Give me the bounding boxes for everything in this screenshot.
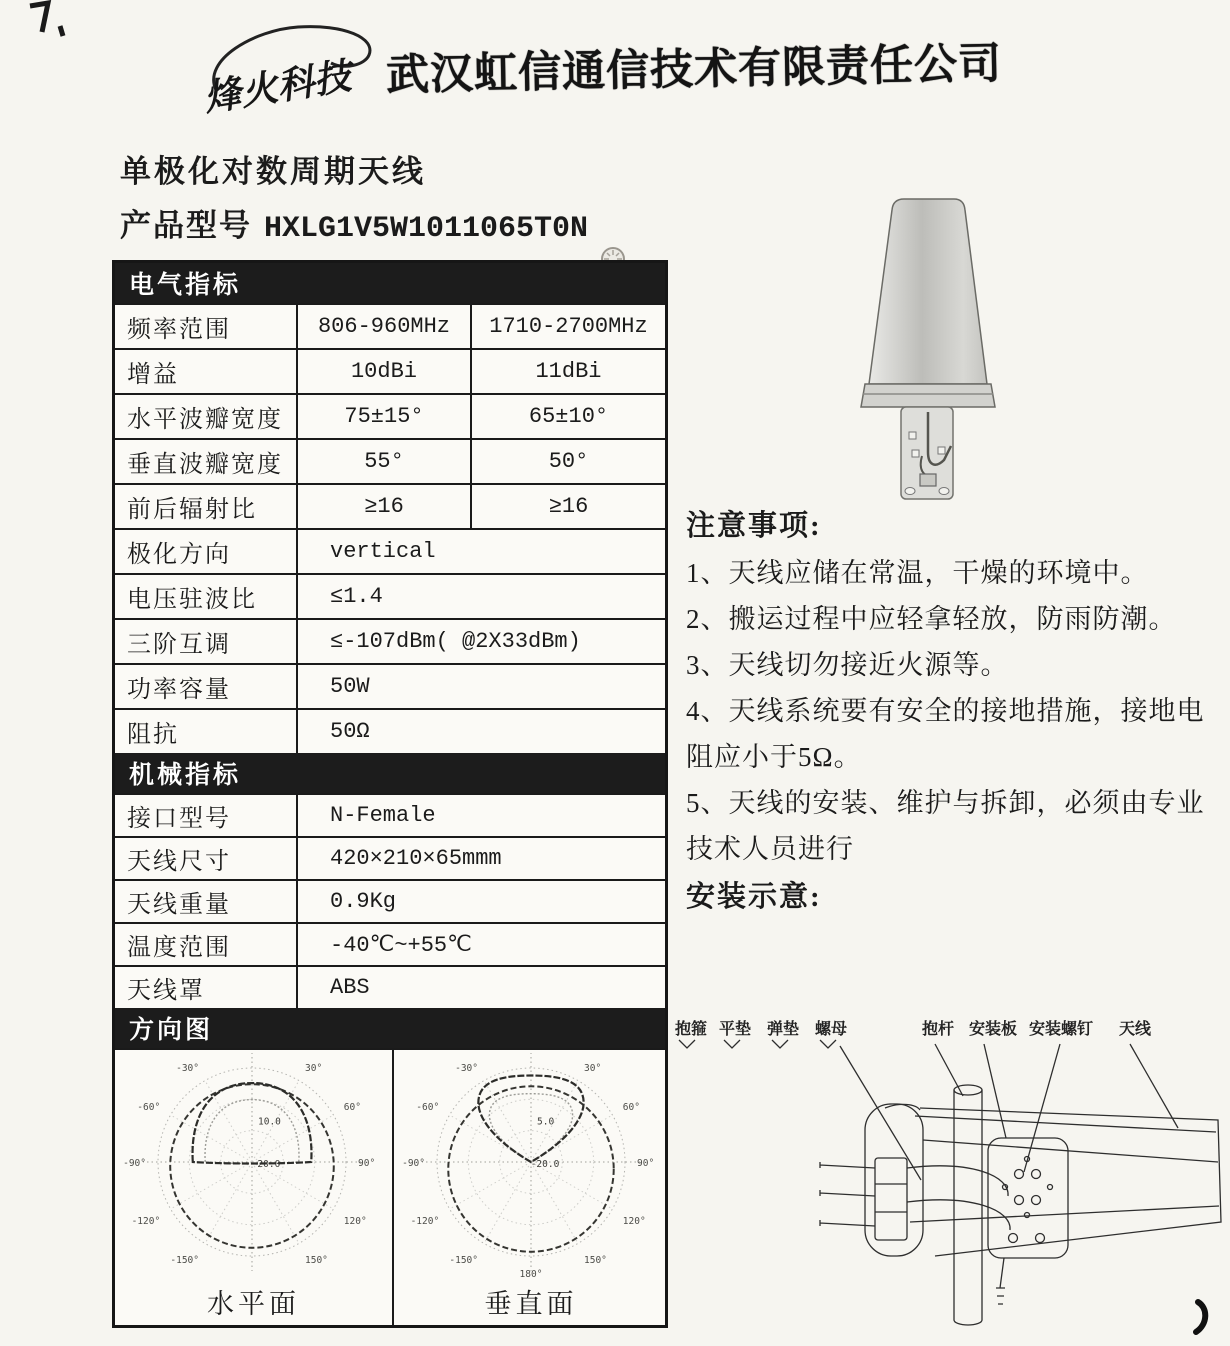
angle-label: 30° (305, 1063, 323, 1075)
angle-label: -150° (170, 1254, 199, 1266)
row-label: 极化方向 (127, 542, 231, 568)
row-label: 三阶互调 (127, 632, 231, 658)
radome-base-flange (861, 384, 995, 407)
row-label: 温度范围 (127, 935, 231, 961)
row-label: 阻抗 (127, 722, 179, 748)
angle-label: 120° (343, 1216, 367, 1227)
note-item: 3、天线切勿接近火源等。 (686, 650, 1009, 680)
note-item: 2、搬运过程中应轻拿轻放，防雨防潮。 (686, 604, 1177, 634)
row-label: 功率容量 (127, 677, 231, 703)
section-banner: 方向图 (115, 1008, 665, 1048)
part-label: 安装螺钉 (1029, 1021, 1094, 1038)
part-label: 抱杆 (922, 1021, 955, 1038)
row-value: 806-960MHz (296, 305, 470, 348)
ring-label: -20.0 (251, 1159, 281, 1170)
table-row (115, 793, 665, 836)
row-value: 0.9Kg (296, 881, 665, 922)
part-label: 螺母 (815, 1021, 848, 1038)
vertical-plane-cell (392, 1050, 668, 1325)
angle-label: 150° (584, 1254, 607, 1266)
angle-label: 90° (358, 1158, 376, 1169)
polar-plot-horizontal (115, 1050, 389, 1284)
row-label: 增益 (127, 362, 179, 388)
row-value: 75±15° (296, 395, 470, 438)
logo-text: 烽火科技 (201, 56, 354, 118)
table-row (115, 348, 665, 393)
part-label: 天线 (1119, 1021, 1152, 1038)
ring-label: 5.0 (537, 1116, 555, 1128)
row-label: 天线重量 (127, 892, 231, 918)
angle-label: -90° (123, 1158, 146, 1169)
note-item: 5、天线的安装、维护与拆卸，必须由专业技术人员进行 (686, 788, 1205, 864)
table-row (115, 663, 665, 708)
row-value: ABS (296, 967, 665, 1008)
table-row (115, 618, 665, 663)
note-item: 1、天线应储在常温，干燥的环境中。 (686, 558, 1149, 588)
product-title: 单极化对数周期天线 (120, 154, 426, 189)
radome (869, 199, 987, 384)
table-row (115, 483, 665, 528)
row-label: 频率范围 (127, 317, 231, 343)
angle-label: 30° (584, 1063, 602, 1075)
angle-label: 150° (305, 1254, 328, 1266)
polar-plot-vertical (394, 1050, 668, 1284)
table-row (115, 438, 665, 483)
angle-label: 90° (637, 1158, 655, 1169)
part-label: 平垫 (719, 1021, 752, 1038)
row-value: 55° (296, 440, 470, 483)
antenna-product-photo (838, 186, 1043, 511)
table-row (115, 879, 665, 922)
plot-caption: 垂直面 (484, 1289, 578, 1319)
part-label: 弹垫 (767, 1021, 800, 1038)
spec-table (112, 260, 668, 1328)
row-value: 50Ω (296, 710, 665, 753)
row-value: 1710-2700MHz (470, 305, 665, 348)
table-row (115, 708, 665, 753)
row-value: -40℃~+55℃ (296, 924, 665, 965)
row-value: 65±10° (470, 395, 665, 438)
note-item: 4、天线系统要有安全的接地措施，接地电阻应小于5Ω。 (686, 696, 1205, 772)
company-name: 武汉虹信通信技术有限责任公司 (385, 39, 1003, 100)
ring-label: -20.0 (530, 1159, 560, 1170)
angle-label: -30° (455, 1063, 478, 1075)
row-value: N-Female (296, 795, 665, 836)
install-diagram (672, 1016, 1230, 1342)
row-value: ≥16 (296, 485, 470, 528)
spec-table-sections (115, 263, 665, 1048)
table-row (115, 965, 665, 1008)
horizontal-plane-cell (115, 1050, 392, 1325)
notes-heading: 注意事项: (686, 510, 822, 542)
angle-label: 180° (519, 1269, 543, 1280)
part-label: 安装板 (969, 1021, 1018, 1038)
row-label: 电压驻波比 (127, 587, 257, 613)
angle-label: 120° (622, 1216, 646, 1227)
angle-label: -120° (410, 1216, 440, 1227)
direction-plots-row (115, 1048, 665, 1325)
table-row (115, 836, 665, 879)
angle-label: -90° (402, 1158, 425, 1169)
notes-section (686, 502, 1226, 922)
table-row (115, 922, 665, 965)
row-value: vertical (296, 530, 665, 573)
row-value: ≥16 (470, 485, 665, 528)
angle-label: -60° (416, 1102, 440, 1113)
angle-label: 60° (622, 1102, 640, 1113)
row-label: 水平波瓣宽度 (127, 407, 283, 433)
row-label: 天线尺寸 (127, 849, 231, 875)
section-banner: 机械指标 (115, 753, 665, 793)
product-model-line (120, 200, 588, 246)
table-row (115, 528, 665, 573)
model-label: 产品型号 (120, 208, 252, 243)
row-value: 10dBi (296, 350, 470, 393)
table-row (115, 573, 665, 618)
angle-label: -60° (137, 1102, 161, 1113)
row-value: 11dBi (470, 350, 665, 393)
plot-caption: 水平面 (207, 1289, 300, 1319)
ring-label: 10.0 (258, 1116, 281, 1128)
section-banner: 电气指标 (115, 263, 665, 303)
row-label: 天线罩 (127, 978, 205, 1004)
table-row (115, 393, 665, 438)
row-label: 垂直波瓣宽度 (127, 452, 283, 478)
angle-label: -150° (449, 1254, 478, 1266)
angle-label: -120° (131, 1216, 161, 1227)
angle-label: -30° (176, 1063, 199, 1075)
notes-items (686, 550, 1226, 872)
row-value: 420×210×65mmm (296, 838, 665, 879)
model-value: HXLG1V5W1011065T0N (264, 212, 589, 246)
row-label: 接口型号 (127, 806, 231, 832)
scan-artifact-top-left (14, 0, 84, 50)
row-value: ≤1.4 (296, 575, 665, 618)
part-label: 抱箍 (675, 1021, 708, 1038)
row-value: ≤-107dBm( @2X33dBm) (296, 620, 665, 663)
install-heading: 安装示意: (686, 881, 822, 913)
connector (920, 474, 936, 486)
company-logo (192, 18, 392, 118)
row-value: 50W (296, 665, 665, 708)
angle-label: 60° (343, 1102, 361, 1113)
install-part-labels (674, 1019, 1152, 1038)
table-row (115, 303, 665, 348)
row-label: 前后辐射比 (127, 497, 257, 523)
row-value: 50° (470, 440, 665, 483)
